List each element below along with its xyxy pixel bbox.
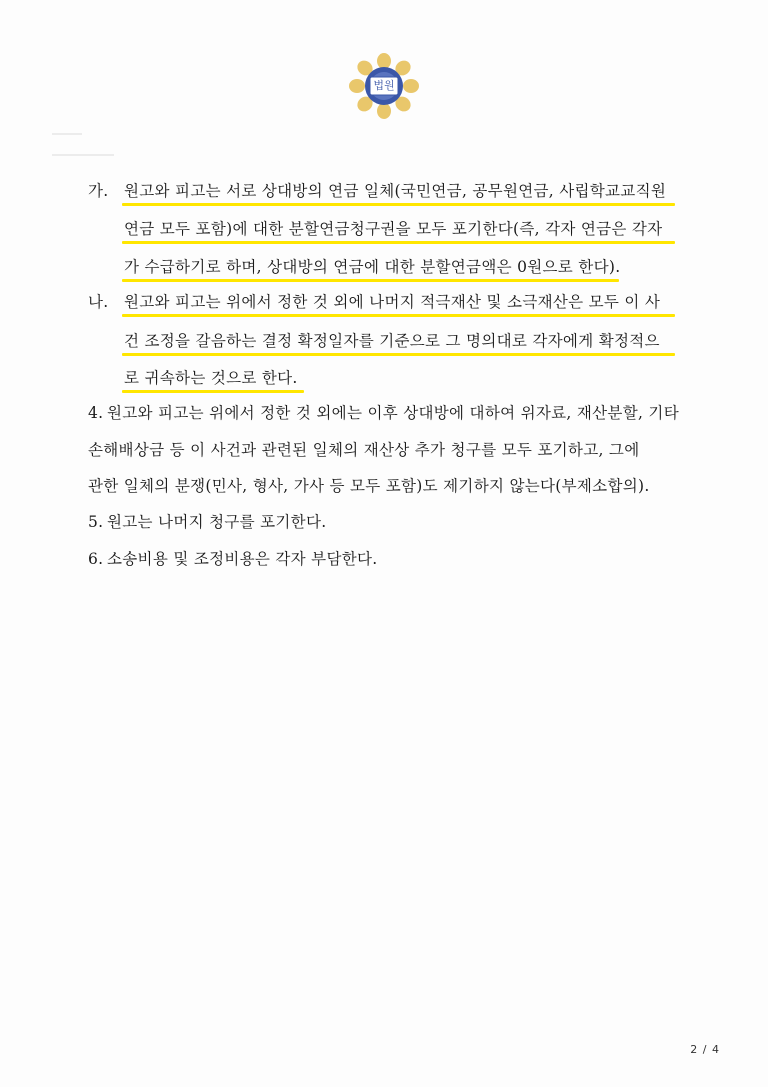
- item-line: 원고는 나머지 청구를 포기한다.: [107, 513, 327, 531]
- item-line: 손해배상금 등 이 사건과 관련된 일체의 재산상 추가 청구를 모두 포기하고, 그에: [88, 441, 640, 459]
- item-line: 소송비용 및 조정비용은 각자 부담한다.: [107, 550, 378, 568]
- clause-line: 건 조정을 갈음하는 결정 확정일자를 기준으로 그 명의대로 각자에게 확정적으: [124, 332, 660, 350]
- clause-line: 원고와 피고는 서로 상대방의 연금 일체(국민연금, 공무원연금, 사립학교교직원: [124, 182, 667, 200]
- clause-line: 원고와 피고는 위에서 정한 것 외에 나머지 적극재산 및 소극재산은 모두 이 사: [124, 293, 661, 311]
- highlight-mark: [122, 353, 675, 356]
- item-line: 관한 일체의 분쟁(민사, 형사, 가사 등 모두 포함)도 제기하지 않는다(부제소합의).: [88, 477, 650, 495]
- item-marker: 6.: [88, 550, 104, 568]
- scan-artifact: [52, 133, 82, 135]
- seal-label: 법원: [373, 79, 395, 92]
- clause-line: 연금 모두 포함)에 대한 분할연금청구권을 모두 포기한다(즉, 각자 연금은 각자: [124, 220, 663, 238]
- item-marker: 4.: [88, 404, 104, 422]
- scan-artifact: [52, 154, 114, 156]
- item-line: 원고와 피고는 위에서 정한 것 외에는 이후 상대방에 대하여 위자료, 재산분할, 기타: [107, 404, 679, 422]
- highlight-mark: [122, 390, 304, 393]
- clause-line: 로 귀속하는 것으로 한다.: [124, 369, 298, 387]
- item-marker: 5.: [88, 513, 104, 531]
- clause-marker: 나.: [88, 293, 109, 311]
- court-seal-icon: [343, 52, 425, 120]
- clause-line: 가 수급하기로 하며, 상대방의 연금에 대한 분할연금액은 0원으로 한다).: [124, 258, 621, 276]
- highlight-mark: [122, 314, 675, 317]
- highlight-mark: [122, 241, 675, 244]
- page-number: 2 / 4: [690, 1043, 720, 1056]
- clause-marker: 가.: [88, 182, 109, 200]
- highlight-mark: [122, 279, 619, 282]
- highlight-mark: [122, 203, 675, 206]
